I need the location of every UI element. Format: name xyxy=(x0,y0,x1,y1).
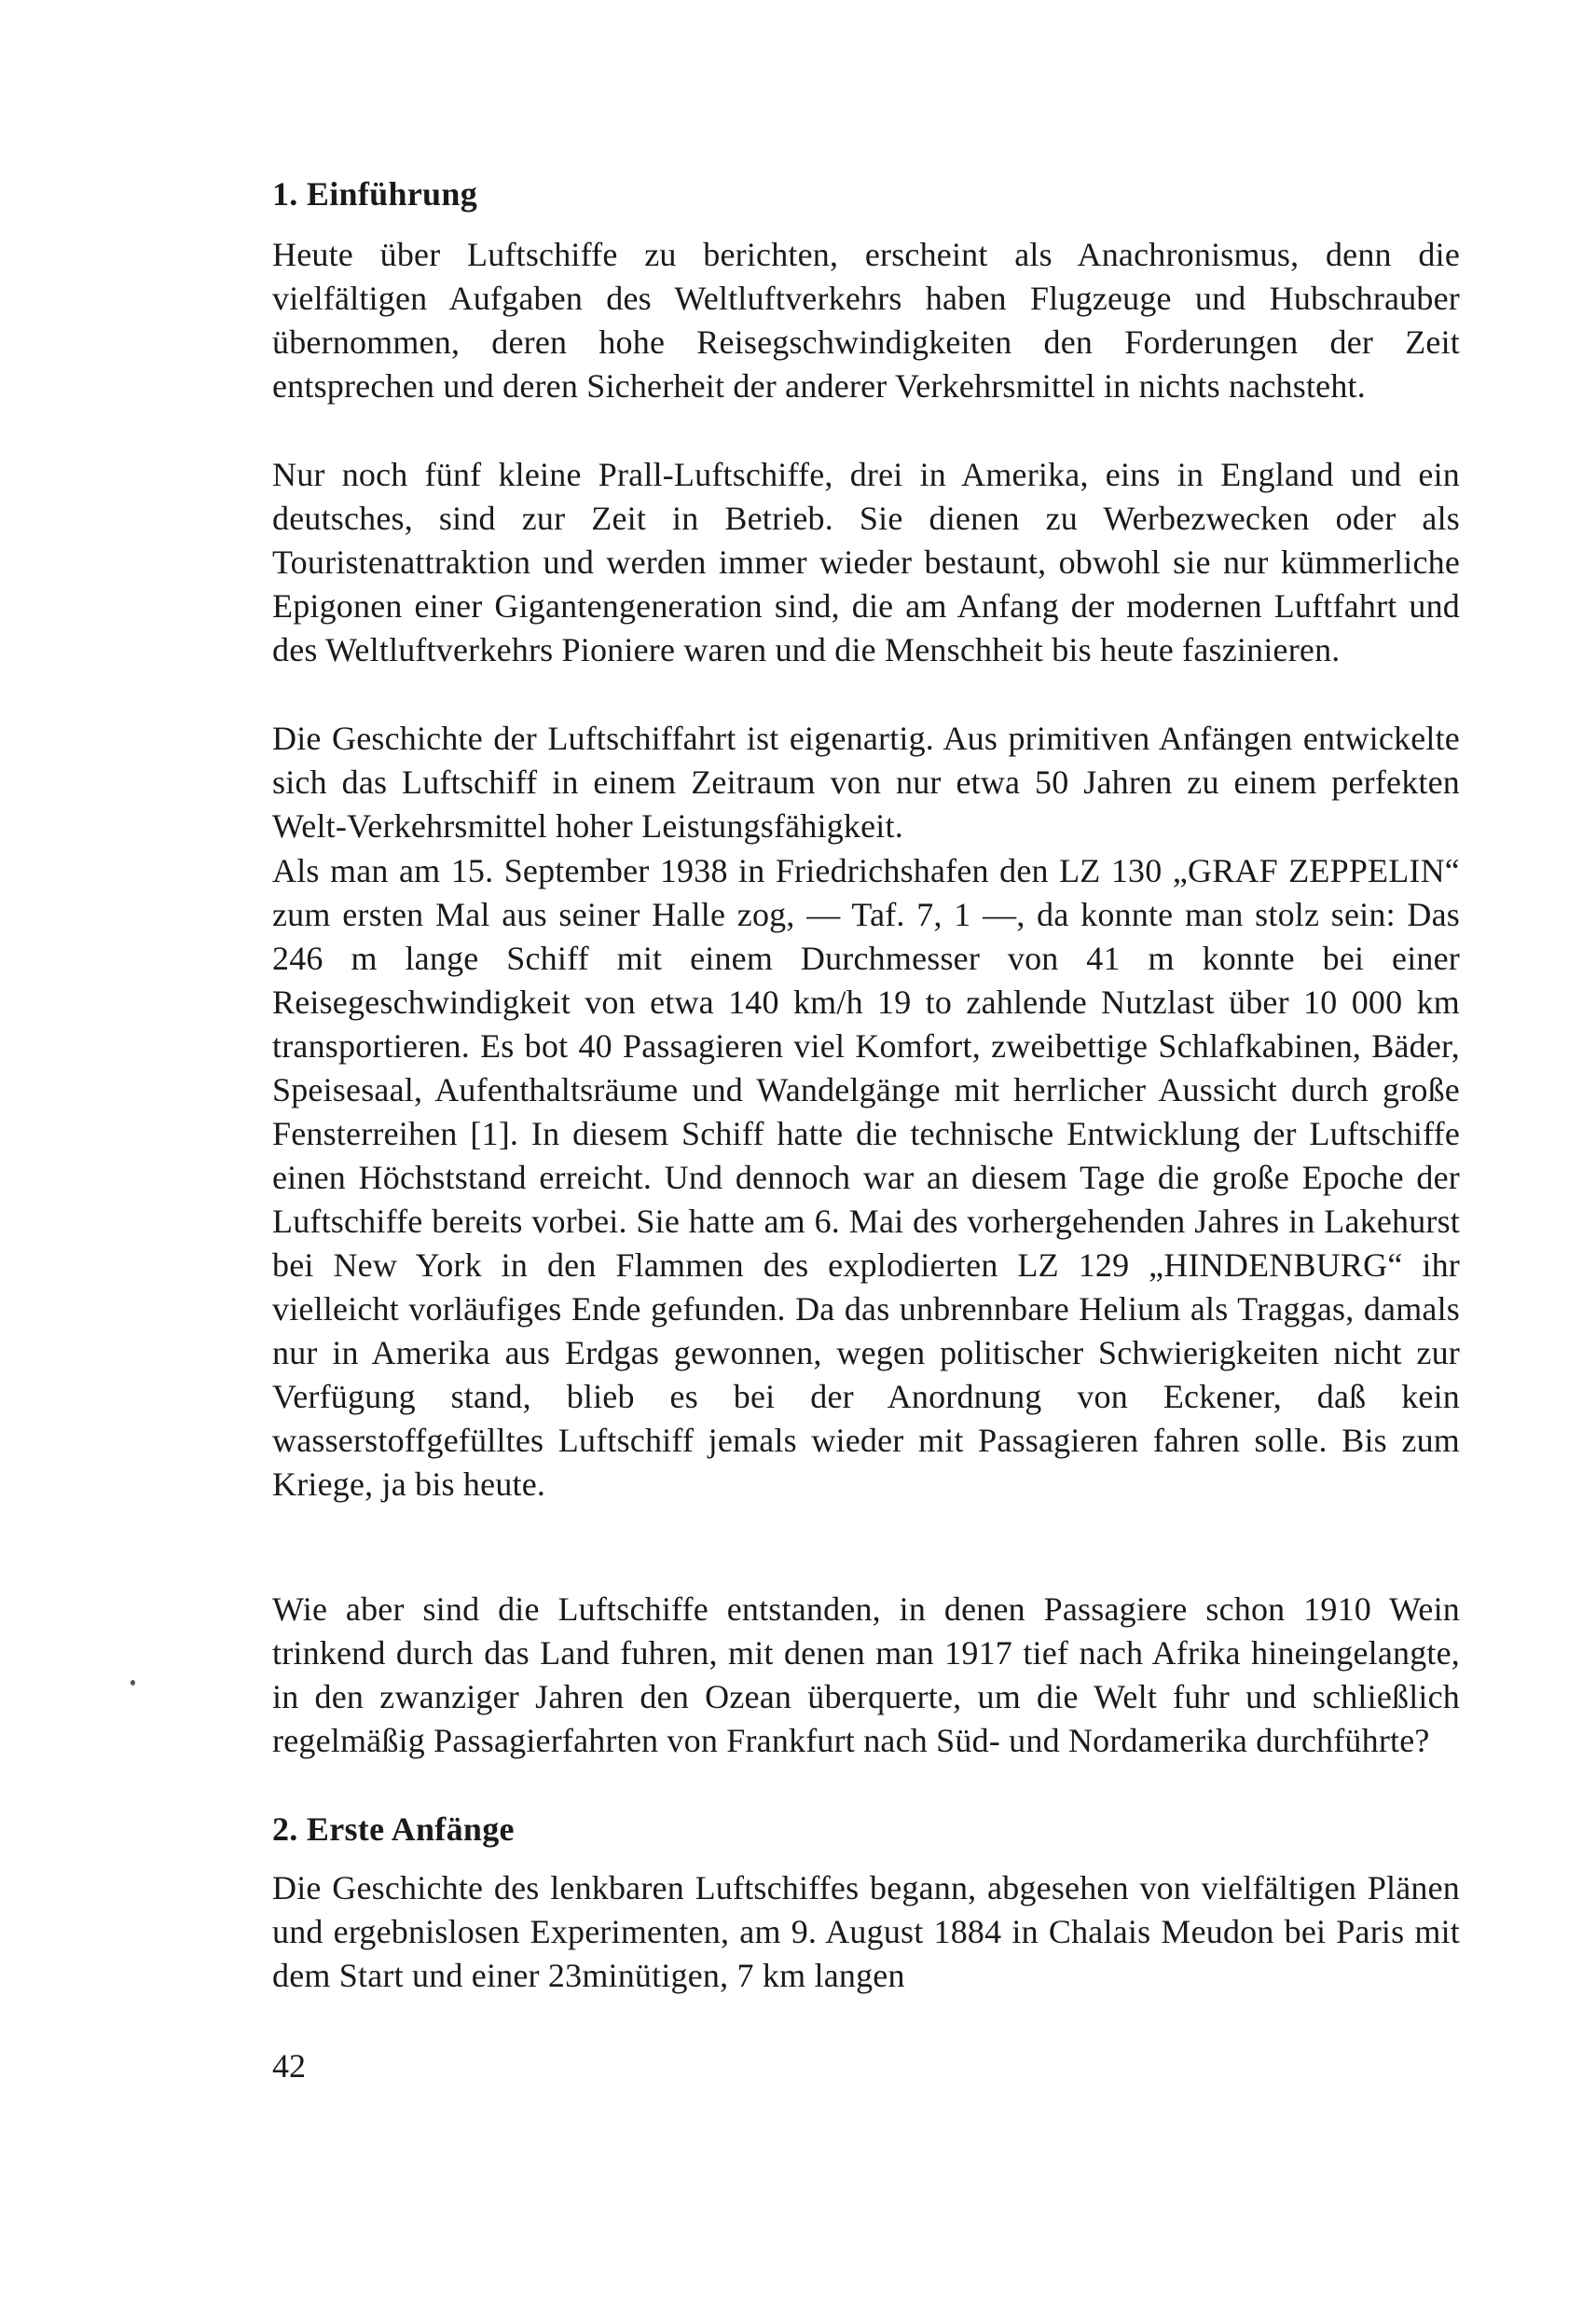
paragraph-1: Heute über Luftschiffe zu berichten, erscheint als Anachronismus, denn die vielfältigen Aufgaben des Weltluftverkehrs haben Flugzeuge und Hubschrauber übernommen, deren hohe Reisegschwindigkeiten den Forderungen der Zeit entsprechen und deren Sicherheit der anderer Verkehrsmittel in nichts nachsteht. xyxy=(272,236,1460,405)
paragraph-2: Nur noch fünf kleine Prall-Luftschiffe, drei in Amerika, eins in England und ein deutsches, sind zur Zeit in Betrieb. Sie dienen zu Werbezwecken oder als Touristenattraktion und werden immer wieder bestaunt, obwohl sie nur kümmerliche Epigonen einer Gigantengeneration sind, die am Anfang der modernen Luftfahrt und des Weltluftverkehrs Pioniere waren und die Menschheit bis heute faszinieren. xyxy=(272,456,1460,668)
ink-speck xyxy=(131,1680,135,1686)
paragraph-4: Als man am 15. September 1938 in Friedrichshafen den LZ 130 „GRAF ZEPPELIN“ zum ersten Mal aus seiner Halle zog, — Taf. 7, 1 —, da konnte man stolz sein: Das 246 m lange Schiff mit einem Durchmesser von 41 m konnte bei einer Reisegeschwindigkeit von etwa 140 km/h 19 to zahlende Nutzlast über 10 000 km transportieren. Es bot 40 Passagieren viel Komfort, zweibettige Schlafkabinen, Bäder, Speisesaal, Aufenthaltsräume und Wandelgänge mit herrlicher Aussicht durch große Fensterreihen [1]. In diesem Schiff hatte die technische Entwicklung der Luftschiffe einen Höchststand erreicht. Und dennoch war an diesem Tage die große Epoche der Luftschiffe bereits vorbei. Sie hatte am 6. Mai des vorhergehenden Jahres in Lakehurst bei New York in den Flammen des explodierten LZ 129 „HINDENBURG“ ihr vielleicht vorläufiges Ende gefunden. Da das unbrennbare Helium als Traggas, damals nur in Amerika aus Erdgas gewonnen, wegen politischer Schwierigkeiten nicht zur Verfügung stand, blieb es bei der Anordnung von Eckener, daß kein wasserstoffgefülltes Luftschiff jemals wieder mit Passagieren fahren solle. Bis zum Kriege, ja bis heute. xyxy=(272,852,1460,1503)
paragraph-5: Wie aber sind die Luftschiffe entstanden, in denen Passagiere schon 1910 Wein trinkend durch das Land fuhren, mit denen man 1917 tief nach Afrika hineingelangte, in den zwanziger Jahren den Ozean überquerte, um die Welt fuhr und schließlich regelmäßig Passagierfahrten von Frankfurt nach Süd- und Nordamerika durchführte? xyxy=(272,1590,1460,1759)
page-number: 42 xyxy=(272,2047,306,2085)
section-heading-erste-anfaenge: 2. Erste Anfänge xyxy=(272,1810,515,1848)
section-heading-einfuehrung: 1. Einführung xyxy=(272,175,477,213)
paragraph-3: Die Geschichte der Luftschiffahrt ist eigenartig. Aus primitiven Anfängen entwickelte sich das Luftschiff in einem Zeitraum von nur etwa 50 Jahren zu einem perfekten Welt-Verkehrsmittel hoher Leistungsfähigkeit. xyxy=(272,720,1460,845)
paragraph-6: Die Geschichte des lenkbaren Luftschiffes begann, abgesehen von vielfältigen Plänen und ergebnislosen Experimenten, am 9. August 1884 in Chalais Meudon bei Paris mit dem Start und einer 23minütigen, 7 km langen xyxy=(272,1869,1460,1994)
